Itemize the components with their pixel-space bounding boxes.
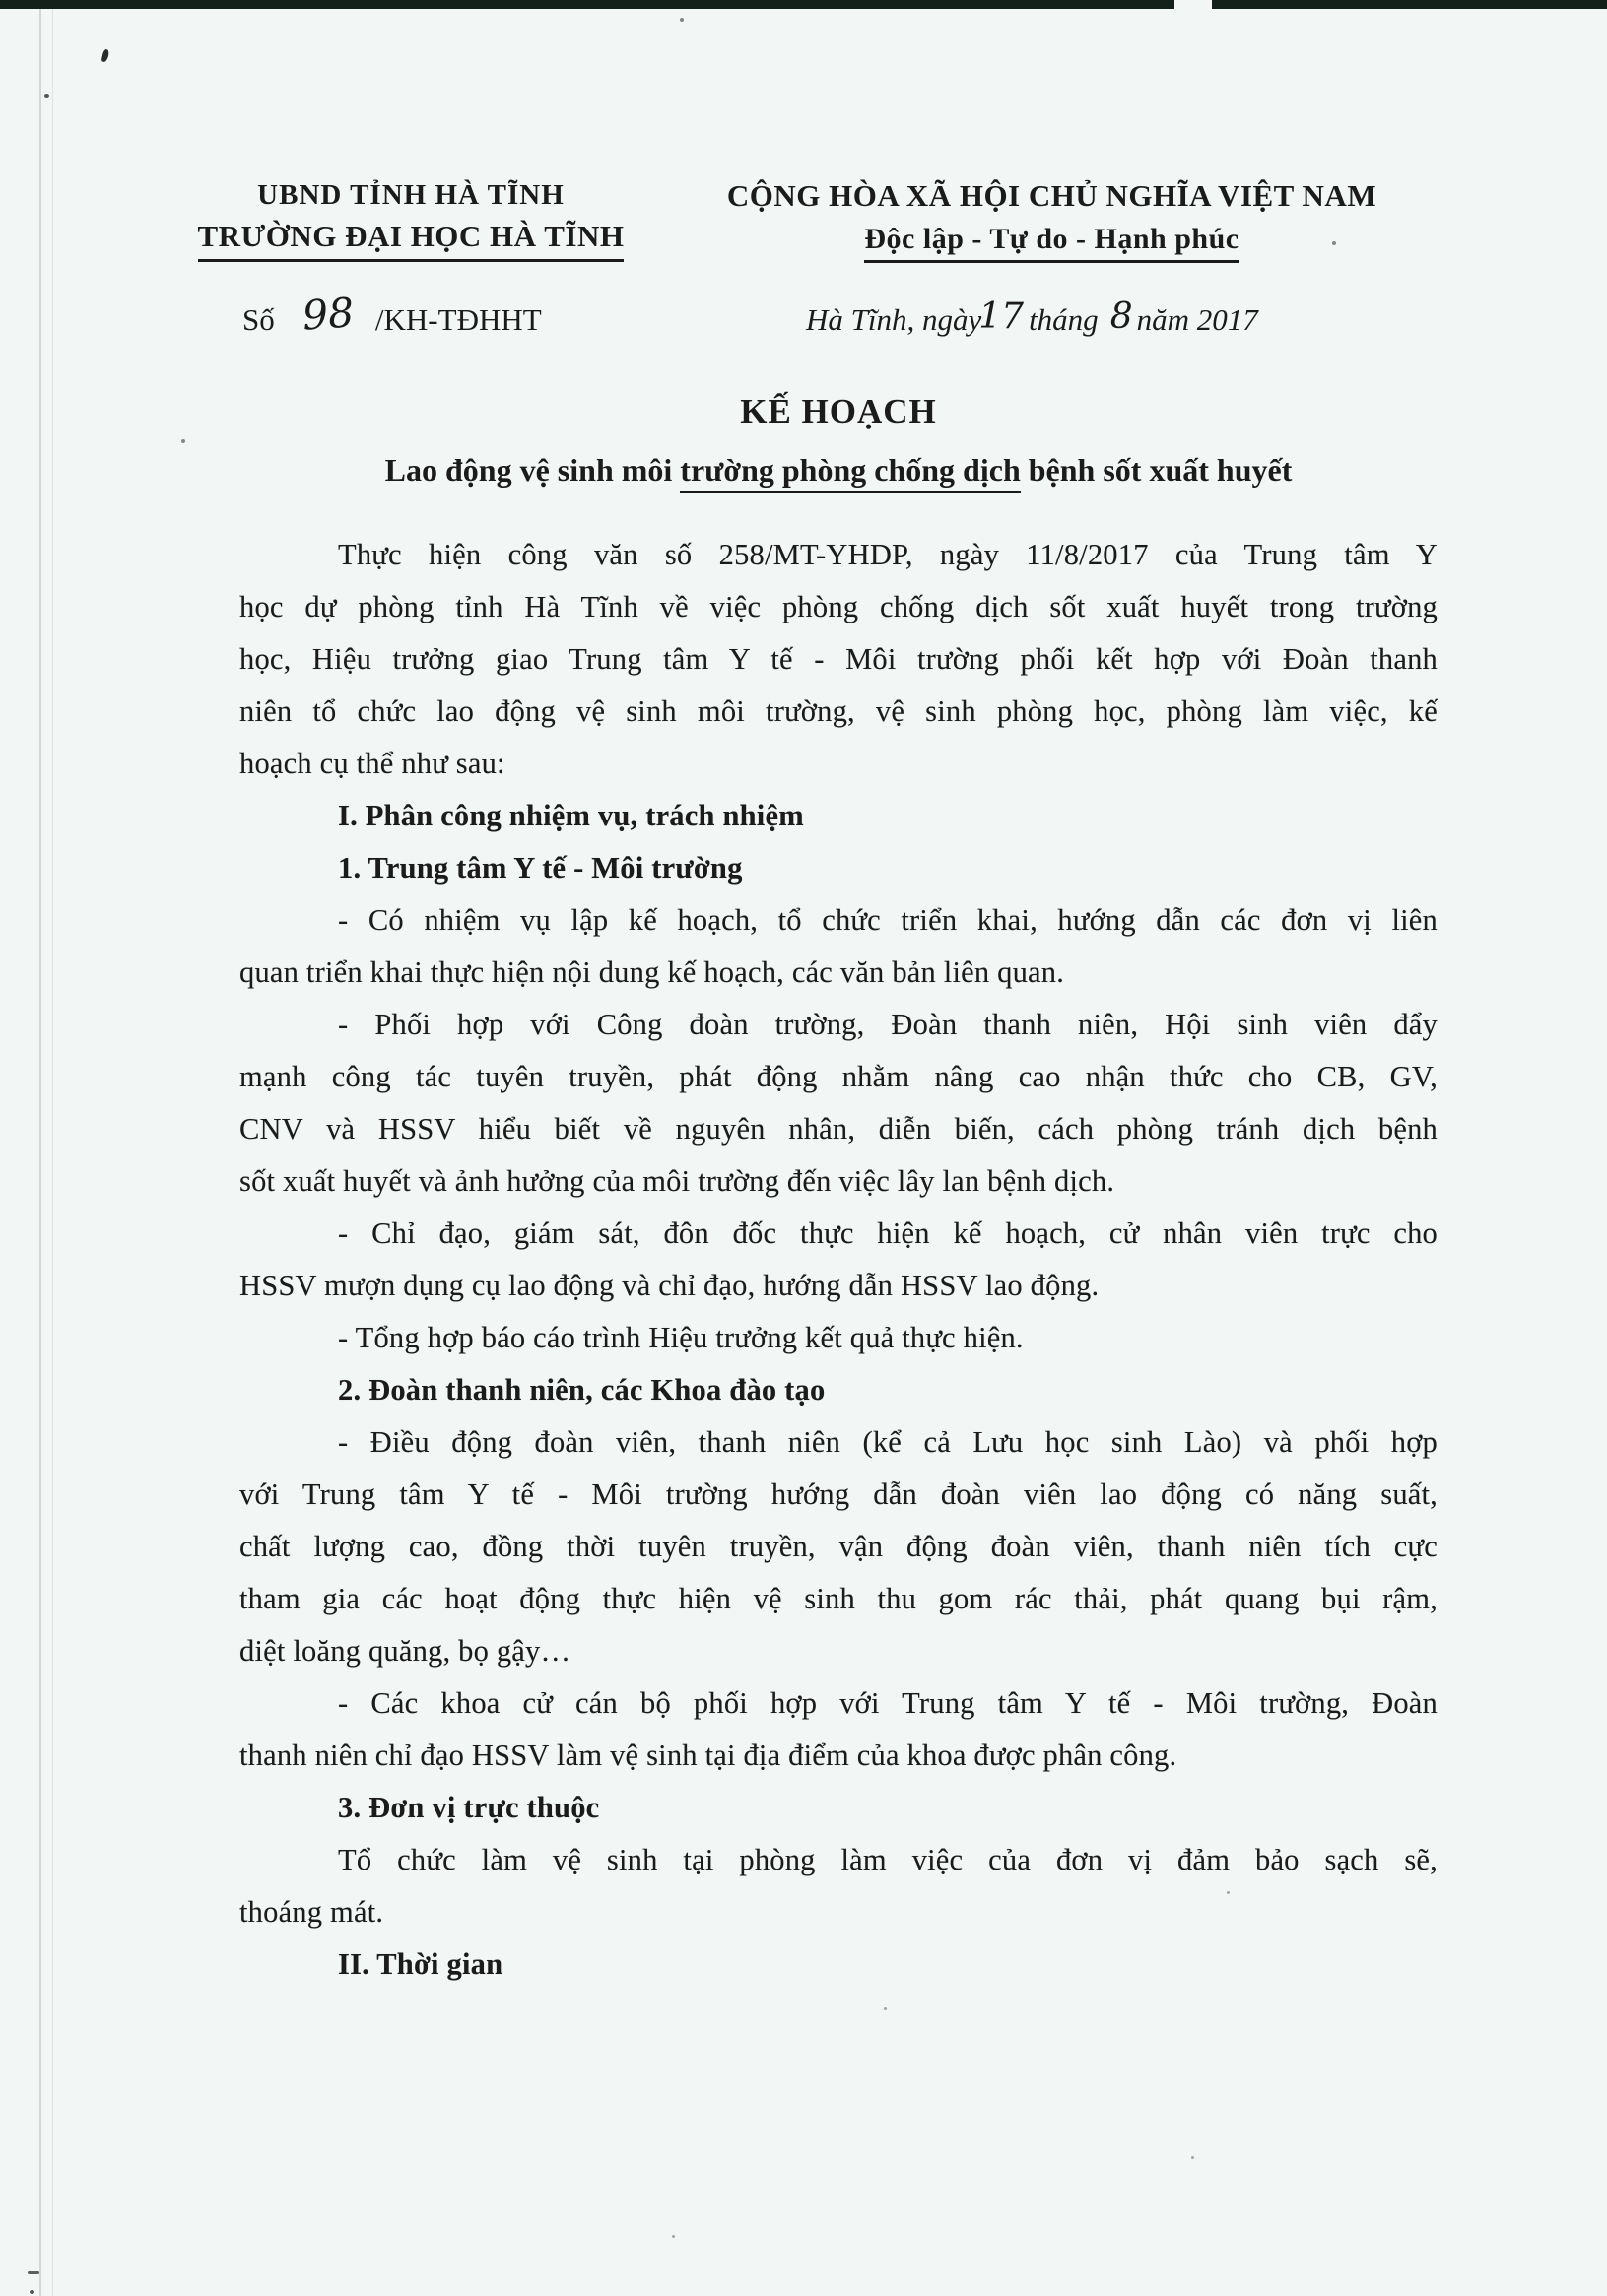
issuing-org-block: [165, 177, 657, 262]
scan-speck: [44, 94, 49, 98]
section-heading: I. Phân công nhiệm vụ, trách nhiệm: [338, 799, 804, 832]
body-line: diệt loăng quăng, bọ gậy…: [239, 1634, 571, 1668]
section-heading: 1. Trung tâm Y tế - Môi trường: [338, 851, 743, 885]
national-header-block: [670, 177, 1434, 263]
scan-speck: [181, 439, 185, 443]
body-line: học, Hiệu trưởng giao Trung tâm Y tế - Môi trường phối kết hợp với Đoàn thanh: [239, 642, 1438, 676]
doc-number-suffix: /KH-TĐHHT: [374, 302, 542, 337]
body-line: - Có nhiệm vụ lập kế hoạch, tổ chức triển khai, hướng dẫn các đơn vị liên: [338, 903, 1438, 937]
body-line: CNV và HSSV hiểu biết về nguyên nhân, diễn biến, cách phòng tránh dịch bệnh: [239, 1112, 1438, 1146]
scan-speck: [884, 2007, 887, 2010]
national-motto: Độc lập - Tự do - Hạnh phúc: [864, 221, 1239, 264]
body-line: học dự phòng tỉnh Hà Tĩnh về việc phòng chống dịch sốt xuất huyết trong trường: [239, 590, 1438, 623]
scan-edge-line: [39, 9, 41, 2296]
scan-top-bar-notch: [1174, 0, 1212, 21]
section-heading: II. Thời gian: [338, 1947, 503, 1981]
doc-number-handwritten: 98: [301, 289, 356, 340]
national-title: CỘNG HÒA XÃ HỘI CHỦ NGHĨA VIỆT NAM: [726, 178, 1377, 213]
document-number-line: [242, 289, 542, 340]
body-line: quan triển khai thực hiện nội dung kế hoạch, các văn bản liên quan.: [239, 955, 1065, 989]
scan-speck: [1191, 2156, 1194, 2159]
date-suffix: năm 2017: [1136, 302, 1258, 337]
body-line: thanh niên chỉ đạo HSSV làm vệ sinh tại địa điểm của khoa được phân công.: [239, 1738, 1177, 1772]
body-line: Thực hiện công văn số 258/MT-YHDP, ngày 11/8/2017 của Trung tâm Y: [338, 538, 1438, 571]
document-body: [239, 529, 1438, 1991]
scan-edge-line: [52, 9, 53, 2296]
scan-speck: [672, 2235, 675, 2238]
body-line: chất lượng cao, đồng thời tuyên truyền, vận động đoàn viên, thanh niên tích cực: [239, 1530, 1438, 1563]
scan-speck: [28, 2271, 39, 2274]
date-day-handwritten: 17: [978, 296, 1025, 337]
body-line: - Các khoa cử cán bộ phối hợp với Trung tâm Y tế - Môi trường, Đoàn: [338, 1686, 1438, 1720]
body-line: - Chỉ đạo, giám sát, đôn đốc thực hiện kế hoạch, cử nhân viên trực cho: [338, 1216, 1438, 1250]
body-line: HSSV mượn dụng cụ lao động và chỉ đạo, hướng dẫn HSSV lao động.: [239, 1269, 1100, 1302]
place-date-line: [806, 298, 1258, 339]
body-line: tham gia các hoạt động thực hiện vệ sinh thu gom rác thải, phát quang bụi rậm,: [239, 1582, 1438, 1615]
scan-top-bar: [0, 0, 1607, 9]
section-heading: 2. Đoàn thanh niên, các Khoa đào tạo: [338, 1373, 826, 1407]
body-line: Tổ chức làm vệ sinh tại phòng làm việc của đơn vị đảm bảo sạch sẽ,: [338, 1843, 1438, 1876]
body-line: sốt xuất huyết và ảnh hưởng của môi trường đến việc lây lan bệnh dịch.: [239, 1164, 1115, 1198]
issuing-org-parent: UBND TỈNH HÀ TĨNH: [257, 179, 565, 211]
scan-speck: [101, 49, 110, 63]
body-line: hoạch cụ thể như sau:: [239, 747, 505, 780]
subtitle-underlined: trường phòng chống dịch: [680, 452, 1020, 493]
issuing-org-name: TRƯỜNG ĐẠI HỌC HÀ TĨNH: [198, 218, 625, 262]
body-line: - Tổng hợp báo cáo trình Hiệu trưởng kết quả thực hiện.: [338, 1321, 1024, 1354]
body-line: - Phối hợp với Công đoàn trường, Đoàn thanh niên, Hội sinh viên đẩy: [338, 1008, 1438, 1041]
body-line: niên tổ chức lao động vệ sinh môi trường, vệ sinh phòng học, phòng làm việc, kế: [239, 694, 1438, 728]
document-title: KẾ HOẠCH: [740, 392, 937, 430]
subtitle-plain-start: Lao động vệ sinh môi: [384, 452, 681, 488]
body-line: mạnh công tác tuyên truyền, phát động nhằm nâng cao nhận thức cho CB, GV,: [239, 1060, 1438, 1093]
scan-speck: [30, 2290, 34, 2294]
date-middle: tháng: [1029, 302, 1099, 337]
section-heading: 3. Đơn vị trực thuộc: [338, 1791, 600, 1824]
subtitle-plain-end: bệnh sốt xuất huyết: [1020, 452, 1293, 488]
scan-speck: [680, 18, 684, 22]
body-line: thoáng mát.: [239, 1895, 384, 1929]
body-line: với Trung tâm Y tế - Môi trường hướng dẫn đoàn viên lao động có năng suất,: [239, 1477, 1438, 1511]
document-subtitle: [239, 452, 1438, 489]
body-line: - Điều động đoàn viên, thanh niên (kể cả Lưu học sinh Lào) và phối hợp: [338, 1425, 1438, 1459]
date-month-handwritten: 8: [1109, 296, 1133, 337]
doc-number-label: Số: [242, 302, 275, 337]
date-prefix: Hà Tĩnh, ngày: [806, 302, 982, 337]
